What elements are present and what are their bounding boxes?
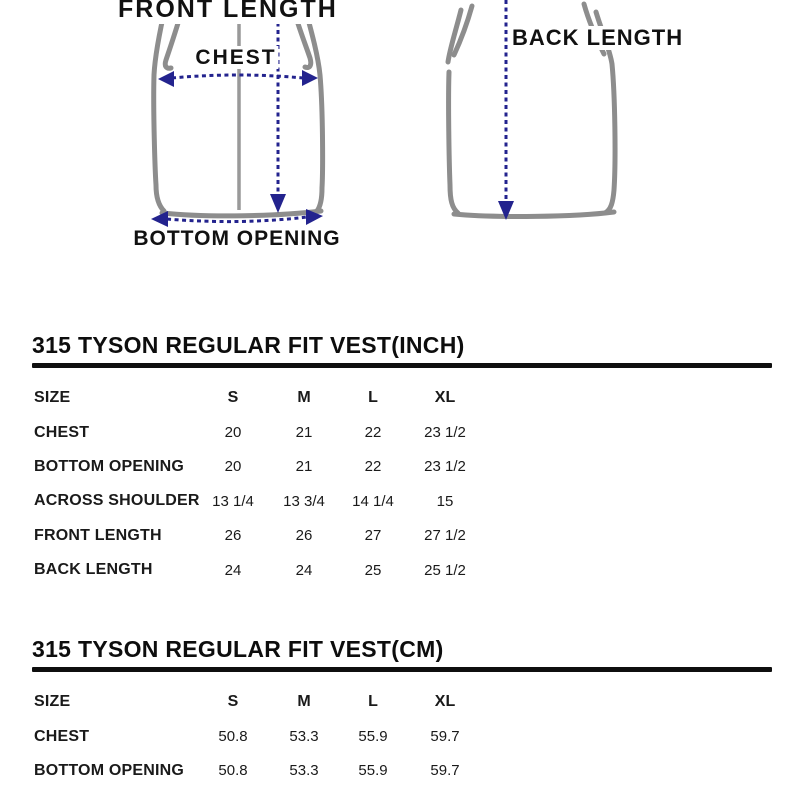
cell-value: 24 [224, 561, 242, 579]
cell-value: 23 1/2 [424, 424, 466, 442]
cell-value: 13 1/4 [212, 492, 254, 510]
column-header-size: SIZE [34, 693, 71, 711]
cell-value: 25 1/2 [424, 561, 466, 579]
column-header-xl: XL [434, 389, 456, 407]
column-header-s: S [227, 693, 239, 711]
cell-value: 55.9 [358, 728, 388, 746]
column-header-size: SIZE [34, 389, 71, 407]
row-label-bottom-opening: BOTTOM OPENING [34, 761, 185, 779]
cell-value: 53.3 [289, 762, 319, 780]
inch-size-table [32, 381, 772, 587]
bottom-opening-arrowhead-left [151, 211, 168, 227]
column-header-m: M [297, 389, 311, 407]
cell-value: 21 [295, 424, 313, 442]
cell-value: 26 [295, 527, 313, 545]
column-header-s: S [227, 389, 239, 407]
vest-measurement-diagram [0, 0, 800, 262]
cell-value: 26 [224, 527, 242, 545]
cell-value: 27 [364, 527, 382, 545]
cell-value: 22 [364, 458, 382, 476]
cell-value: 24 [295, 561, 313, 579]
cell-value: 23 1/2 [424, 458, 466, 476]
column-header-xl: XL [434, 693, 456, 711]
column-header-l: L [368, 389, 378, 407]
cell-value: 50.8 [218, 762, 248, 780]
measurement-arrowheads [151, 70, 514, 227]
row-label-chest: CHEST [34, 727, 90, 745]
front-length-label: FRONT LENGTH [116, 0, 340, 24]
cell-value: 15 [436, 492, 454, 510]
cell-value: 55.9 [358, 762, 388, 780]
cell-value: 27 1/2 [424, 527, 466, 545]
cell-value: 20 [224, 458, 242, 476]
chest-arrowhead-right [302, 70, 318, 86]
inch-title-rule [32, 363, 772, 368]
bottom-opening-label: BOTTOM OPENING [133, 227, 341, 250]
cell-value: 20 [224, 424, 242, 442]
cm-size-table-section [32, 636, 772, 788]
chest-arrowhead-left [158, 71, 174, 87]
cell-value: 53.3 [289, 728, 319, 746]
cell-value: 59.7 [430, 728, 460, 746]
cell-value: 21 [295, 458, 313, 476]
back-length-label: BACK LENGTH [512, 25, 684, 50]
row-label-back-length: BACK LENGTH [34, 561, 153, 579]
row-label-bottom-opening: BOTTOM OPENING [34, 457, 185, 475]
cm-table-title: 315 TYSON REGULAR FIT VEST(CM) [32, 636, 444, 662]
cell-value: 25 [364, 561, 382, 579]
chest-label: CHEST [195, 46, 277, 69]
cell-value: 14 1/4 [352, 492, 394, 510]
inch-table-title: 315 TYSON REGULAR FIT VEST(INCH) [32, 332, 465, 358]
row-label-chest: CHEST [34, 423, 90, 441]
cm-title-rule [32, 667, 772, 672]
cell-value: 59.7 [430, 762, 460, 780]
column-header-m: M [297, 693, 311, 711]
cell-value: 50.8 [218, 728, 248, 746]
cell-value: 22 [364, 424, 382, 442]
inch-size-table-section [32, 332, 772, 587]
cell-value: 13 3/4 [283, 492, 325, 510]
front-length-arrowhead [270, 194, 286, 213]
cm-size-table [32, 685, 772, 788]
row-label-front-length: FRONT LENGTH [34, 526, 162, 544]
row-label-across-shoulder: ACROSS SHOULDER [34, 492, 200, 510]
column-header-l: L [368, 693, 378, 711]
